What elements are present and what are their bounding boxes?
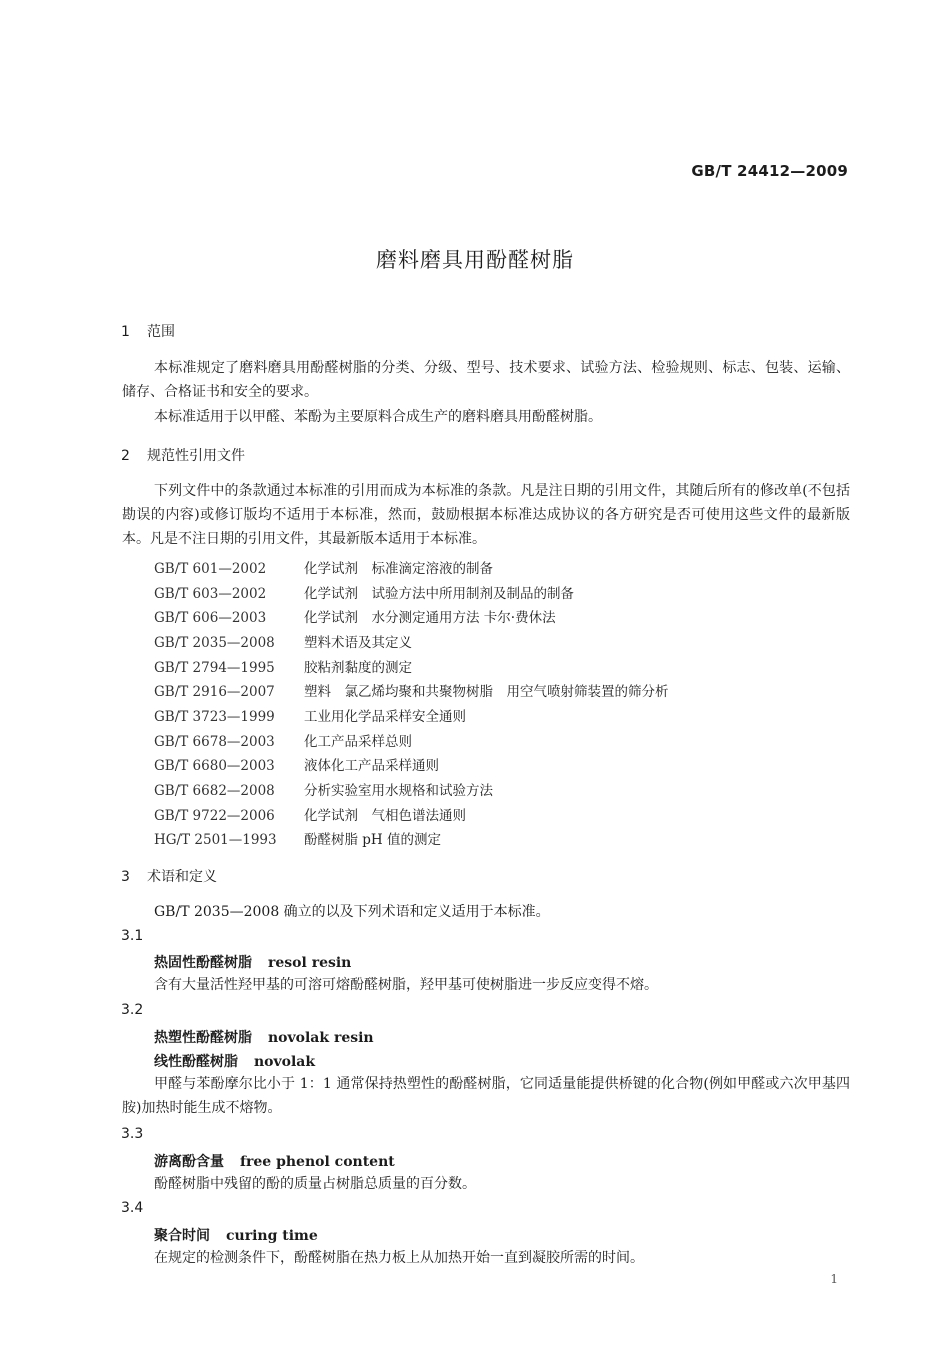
reference-item: GB/T 2916—2007 塑料 氯乙烯均聚和共聚物树脂 用空气喷射筛装置的筛分析 <box>154 684 669 700</box>
section-2-paragraph-1: 下列文件中的条款通过本标准的引用而成为本标准的条款。凡是注日期的引用文件，其随后所有的修改单(不包括勘误的内容)或修订版均不适用于本标准，然而，鼓励根据本标准达成协议的各方研究是否可使用这些文件的最新版本。凡是不注日期的引用文件，其最新版本适用于本标准。 <box>122 483 850 547</box>
reference-item: GB/T 9722—2006 化学试剂 气相色谱法通则 <box>154 808 466 824</box>
reference-item: GB/T 2035—2008 塑料术语及其定义 <box>154 635 412 651</box>
term-name: 游离酚含量 free phenol content <box>154 1154 395 1170</box>
document-title: 磨料磨具用酚醛树脂 <box>376 248 574 272</box>
term-name: 线性酚醛树脂 novolak <box>154 1054 316 1070</box>
section-heading-3: 3 术语和定义 <box>121 869 217 885</box>
reference-item: HG/T 2501—1993 酚醛树脂 pH 值的测定 <box>154 832 441 848</box>
section-1-paragraph-2: 本标准适用于以甲醛、苯酚为主要原料合成生产的磨料磨具用酚醛树脂。 <box>154 409 602 425</box>
reference-item: GB/T 2794—1995 胶粘剂黏度的测定 <box>154 660 412 676</box>
reference-item: GB/T 603—2002 化学试剂 试验方法中所用制剂及制品的制备 <box>154 586 574 602</box>
term-number: 3.2 <box>121 1002 144 1018</box>
term-number: 3.1 <box>121 928 144 944</box>
section-3-paragraph-1: GB/T 2035—2008 确立的以及下列术语和定义适用于本标准。 <box>154 904 550 920</box>
term-name: 聚合时间 curing time <box>154 1228 318 1244</box>
reference-item: GB/T 3723—1999 工业用化学品采样安全通则 <box>154 709 466 725</box>
term-number: 3.3 <box>121 1126 144 1142</box>
reference-item: GB/T 6682—2008 分析实验室用水规格和试验方法 <box>154 783 493 799</box>
section-heading-1: 1 范围 <box>121 324 175 340</box>
reference-item: GB/T 606—2003 化学试剂 水分测定通用方法 卡尔·费休法 <box>154 610 556 626</box>
section-heading-2: 2 规范性引用文件 <box>121 448 245 464</box>
reference-item: GB/T 601—2002 化学试剂 标准滴定溶液的制备 <box>154 561 493 577</box>
standard-code: GB/T 24412—2009 <box>691 162 848 180</box>
term-name: 热塑性酚醛树脂 novolak resin <box>154 1030 374 1046</box>
page-number: 1 <box>830 1272 838 1286</box>
reference-item: GB/T 6680—2003 液体化工产品采样通则 <box>154 758 439 774</box>
reference-item: GB/T 6678—2003 化工产品采样总则 <box>154 734 412 750</box>
term-name: 热固性酚醛树脂 resol resin <box>154 955 352 971</box>
term-definition: 酚醛树脂中残留的酚的质量占树脂总质量的百分数。 <box>154 1176 476 1192</box>
term-definition: 甲醛与苯酚摩尔比小于 1：1 通常保持热塑性的酚醛树脂，它同适量能提供桥键的化合物(例如甲醛或六次甲基四胺)加热时能生成不熔物。 <box>122 1076 850 1116</box>
term-definition: 含有大量活性羟甲基的可溶可熔酚醛树脂，羟甲基可使树脂进一步反应变得不熔。 <box>154 977 658 993</box>
section-1-paragraph-1: 本标准规定了磨料磨具用酚醛树脂的分类、分级、型号、技术要求、试验方法、检验规则、标志、包装、运输、储存、合格证书和安全的要求。 <box>122 360 850 400</box>
term-definition: 在规定的检测条件下，酚醛树脂在热力板上从加热开始一直到凝胶所需的时间。 <box>154 1250 644 1266</box>
term-number: 3.4 <box>121 1200 144 1216</box>
